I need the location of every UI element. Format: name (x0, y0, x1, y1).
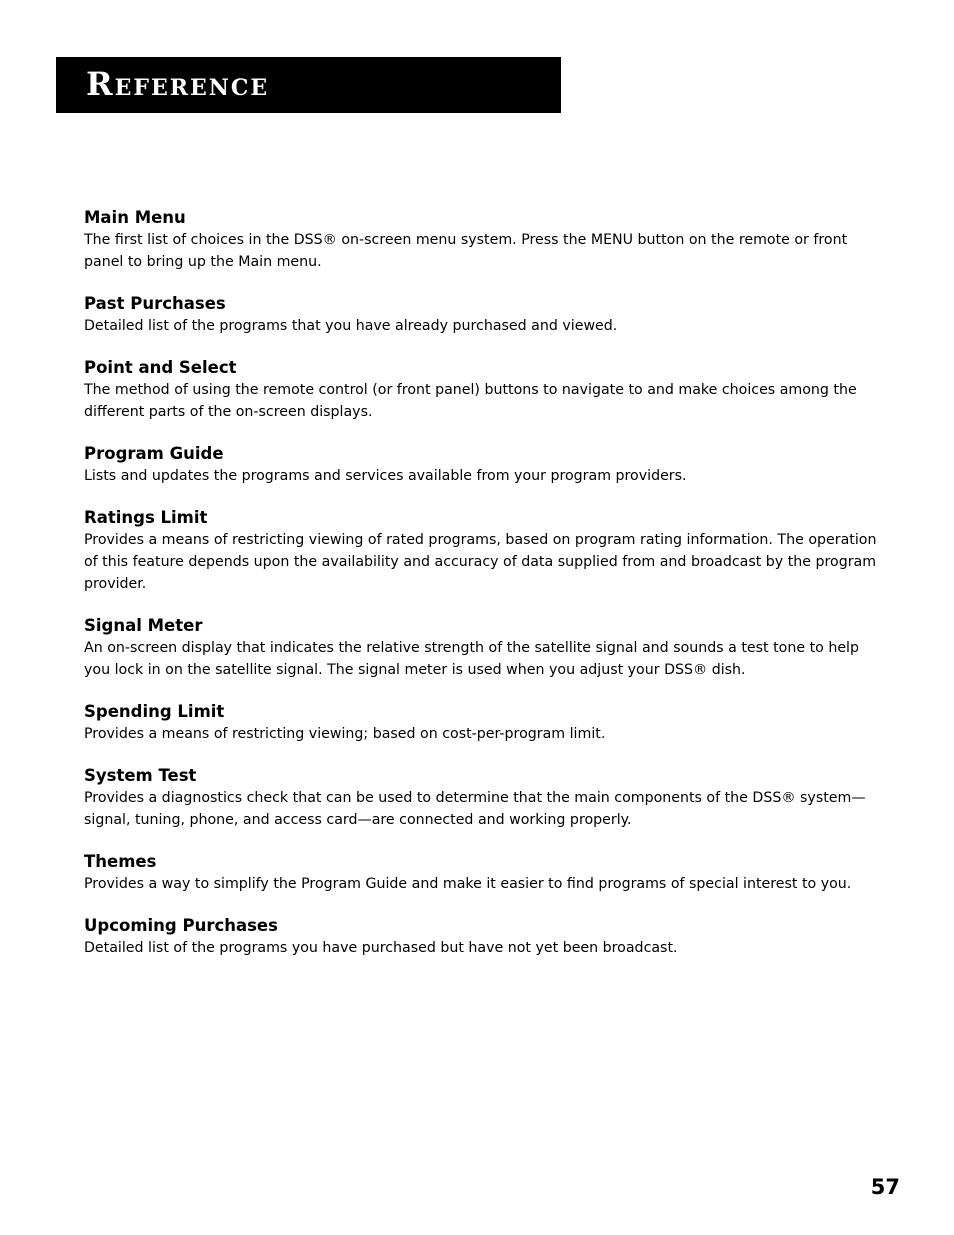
glossary-definition: The method of using the remote control (or front panel) buttons to navigate to and make choices among the different parts of the on-screen displays. (84, 382, 857, 420)
glossary-entry (84, 507, 884, 595)
glossary-definition: Detailed list of the programs that you have already purchased and viewed. (84, 318, 618, 334)
glossary-entry (84, 207, 884, 273)
glossary-entry (84, 701, 884, 745)
glossary-term: Main Menu (84, 208, 186, 227)
glossary-term: Past Purchases (84, 294, 226, 313)
glossary-definition: Provides a diagnostics check that can be used to determine that the main components of the DSS® system—signal, tuning, phone, and access card—are connected and working properly. (84, 790, 866, 828)
glossary-definition: Provides a means of restricting viewing; based on cost-per-program limit. (84, 726, 606, 742)
glossary-definition: Lists and updates the programs and services available from your program providers. (84, 468, 687, 484)
glossary-definition: An on-screen display that indicates the relative strength of the satellite signal and sounds a test tone to help you lock in on the satellite signal. The signal meter is used when you adjust your DSS® dish. (84, 640, 860, 678)
glossary-term: Program Guide (84, 444, 224, 463)
page-title: Reference (86, 65, 270, 103)
header-banner (56, 57, 561, 113)
glossary-entry (84, 293, 884, 337)
glossary-entry (84, 915, 884, 959)
glossary-term: Point and Select (84, 358, 237, 377)
glossary-term: Signal Meter (84, 616, 203, 635)
glossary-entry (84, 443, 884, 487)
glossary-term: Ratings Limit (84, 508, 208, 527)
glossary-entry (84, 357, 884, 423)
glossary-definition: Provides a means of restricting viewing of rated programs, based on program rating information. The operation of this feature depends upon the availability and accuracy of data supplied from and broadcast by the program provider. (84, 532, 877, 592)
glossary-term: Themes (84, 852, 157, 871)
glossary-definition: Provides a way to simplify the Program Guide and make it easier to find programs of special interest to you. (84, 876, 852, 892)
glossary-entry (84, 851, 884, 895)
glossary-definition: Detailed list of the programs you have purchased but have not yet been broadcast. (84, 940, 678, 956)
page-number: 57 (870, 1175, 900, 1199)
glossary-term: Upcoming Purchases (84, 916, 278, 935)
glossary-term: System Test (84, 766, 197, 785)
glossary-term: Spending Limit (84, 702, 225, 721)
glossary-entry (84, 615, 884, 681)
glossary-list (84, 207, 884, 959)
glossary-entry (84, 765, 884, 831)
glossary-definition: The first list of choices in the DSS® on-screen menu system. Press the MENU button on the remote or front panel to bring up the Main menu. (84, 232, 848, 270)
